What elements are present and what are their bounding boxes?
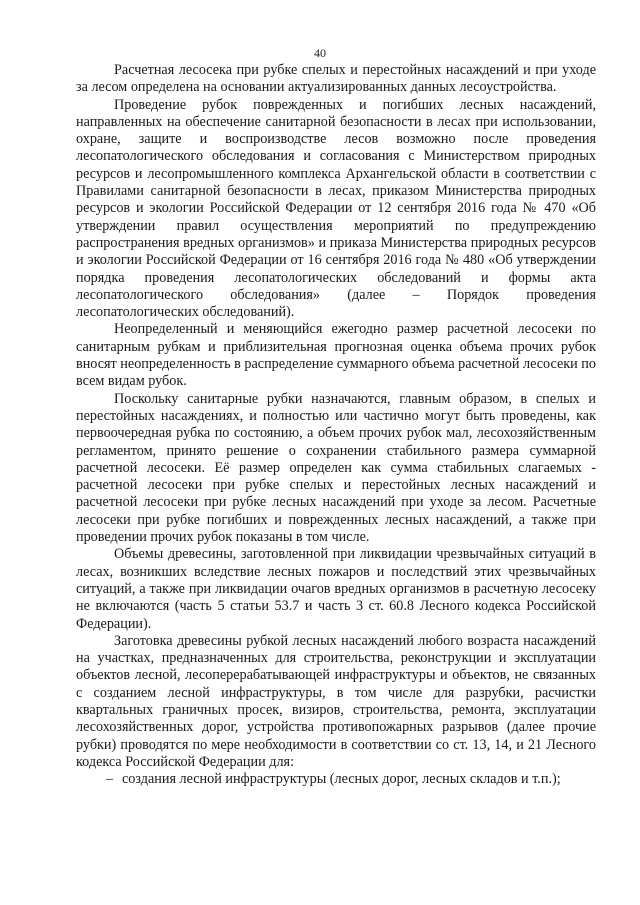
paragraph-estimated-cutting-area: Расчетная лесосека при рубке спелых и перестойных насаждений и при уходе за лесом определена на основании актуализированных данных лесоустройства. bbox=[76, 62, 596, 96]
paragraph-emergency-volumes: Объемы древесины, заготовленной при ликвидации чрезвычайных ситуаций в лесах, возникших вследствие лесных пожаров и последствий этих чрезвычайных ситуаций, а также при ликвидации очагов вредных организмов в расчетную лесосеку не включаются (часть 5 статьи 53.7 и часть 3 ст. 60.8 Лесного кодекса Российской Федерации). bbox=[76, 546, 596, 632]
document-body bbox=[76, 62, 596, 788]
paragraph-stable-cutting-area: Поскольку санитарные рубки назначаются, главным образом, в спелых и перестойных насаждениях, и полностью или частично могут быть проведены, как первоочередная рубка по состоянию, а объем прочих рубок мал, лесохозяйственным регламентом, принято решение о сохранении стабильного размера суммарной расчетной лесосеки. Её размер определен как сумма стабильных слагаемых - расчетной лесосеки при рубке спелых и перестойных лесных насаждений и расчетной лесосеки при рубке лесных насаждений при уходе за лесом. Расчетные лесосеки при рубке погибших и поврежденных лесных насаждений, а также при проведении прочих рубок показаны в том числе. bbox=[76, 390, 596, 546]
list-item bbox=[76, 771, 596, 788]
list-item-text: создания лесной инфраструктуры (лесных дорог, лесных складов и т.п.); bbox=[122, 771, 561, 788]
page-number: 40 bbox=[314, 46, 326, 60]
list-dash-marker: – bbox=[106, 771, 114, 788]
paragraph-other-fellings: Заготовка древесины рубкой лесных насаждений любого возраста насаждений на участках, предназначенных для строительства, реконструкции и эксплуатации объектов лесной, лесоперерабатывающей инфраструктуры и объектов, не связанных с созданием лесной инфраструктуры, в том числе для разрубки, расчистки квартальных граничных просек, визиров, строительства, ремонта, эксплуатации лесохозяйственных дорог, устройства противопожарных разрывов (далее прочие рубки) проводятся по мере необходимости в соответствии со ст. 13, 14, и 21 Лесного кодекса Российской Федерации для: bbox=[76, 632, 596, 770]
paragraph-uncertainty: Неопределенный и меняющийся ежегодно размер расчетной лесосеки по санитарным рубкам и приблизительная прогнозная оценка объема прочих рубок вносят неопределенность в распределение суммарного объема расчетной лесосеки по всем видам рубок. bbox=[76, 321, 596, 390]
paragraph-sanitary-felling-conditions: Проведение рубок поврежденных и погибших лесных насаждений, направленных на обеспечение санитарной безопасности в лесах при использовании, охране, защите и воспроизводстве лесов возможно после проведения лесопатологического обследования и согласования с Министерством природных ресурсов и лесопромышленного комплекса Архангельской области в соответствии с Правилами санитарной безопасности в лесах, приказом Министерства природных ресурсов и экологии Российской Федерации от 12 сентября 2016 года № 470 «Об утверждении правил осуществления мероприятий по предупреждению распространения вредных организмов» и приказа Министерства природных ресурсов и экологии Российской Федерации от 16 сентября 2016 года № 480 «Об утверждении порядка проведения лесопатологических обследований и формы акта лесопатологического обследования» (далее – Порядок проведения лесопатологических обследований). bbox=[76, 96, 596, 321]
